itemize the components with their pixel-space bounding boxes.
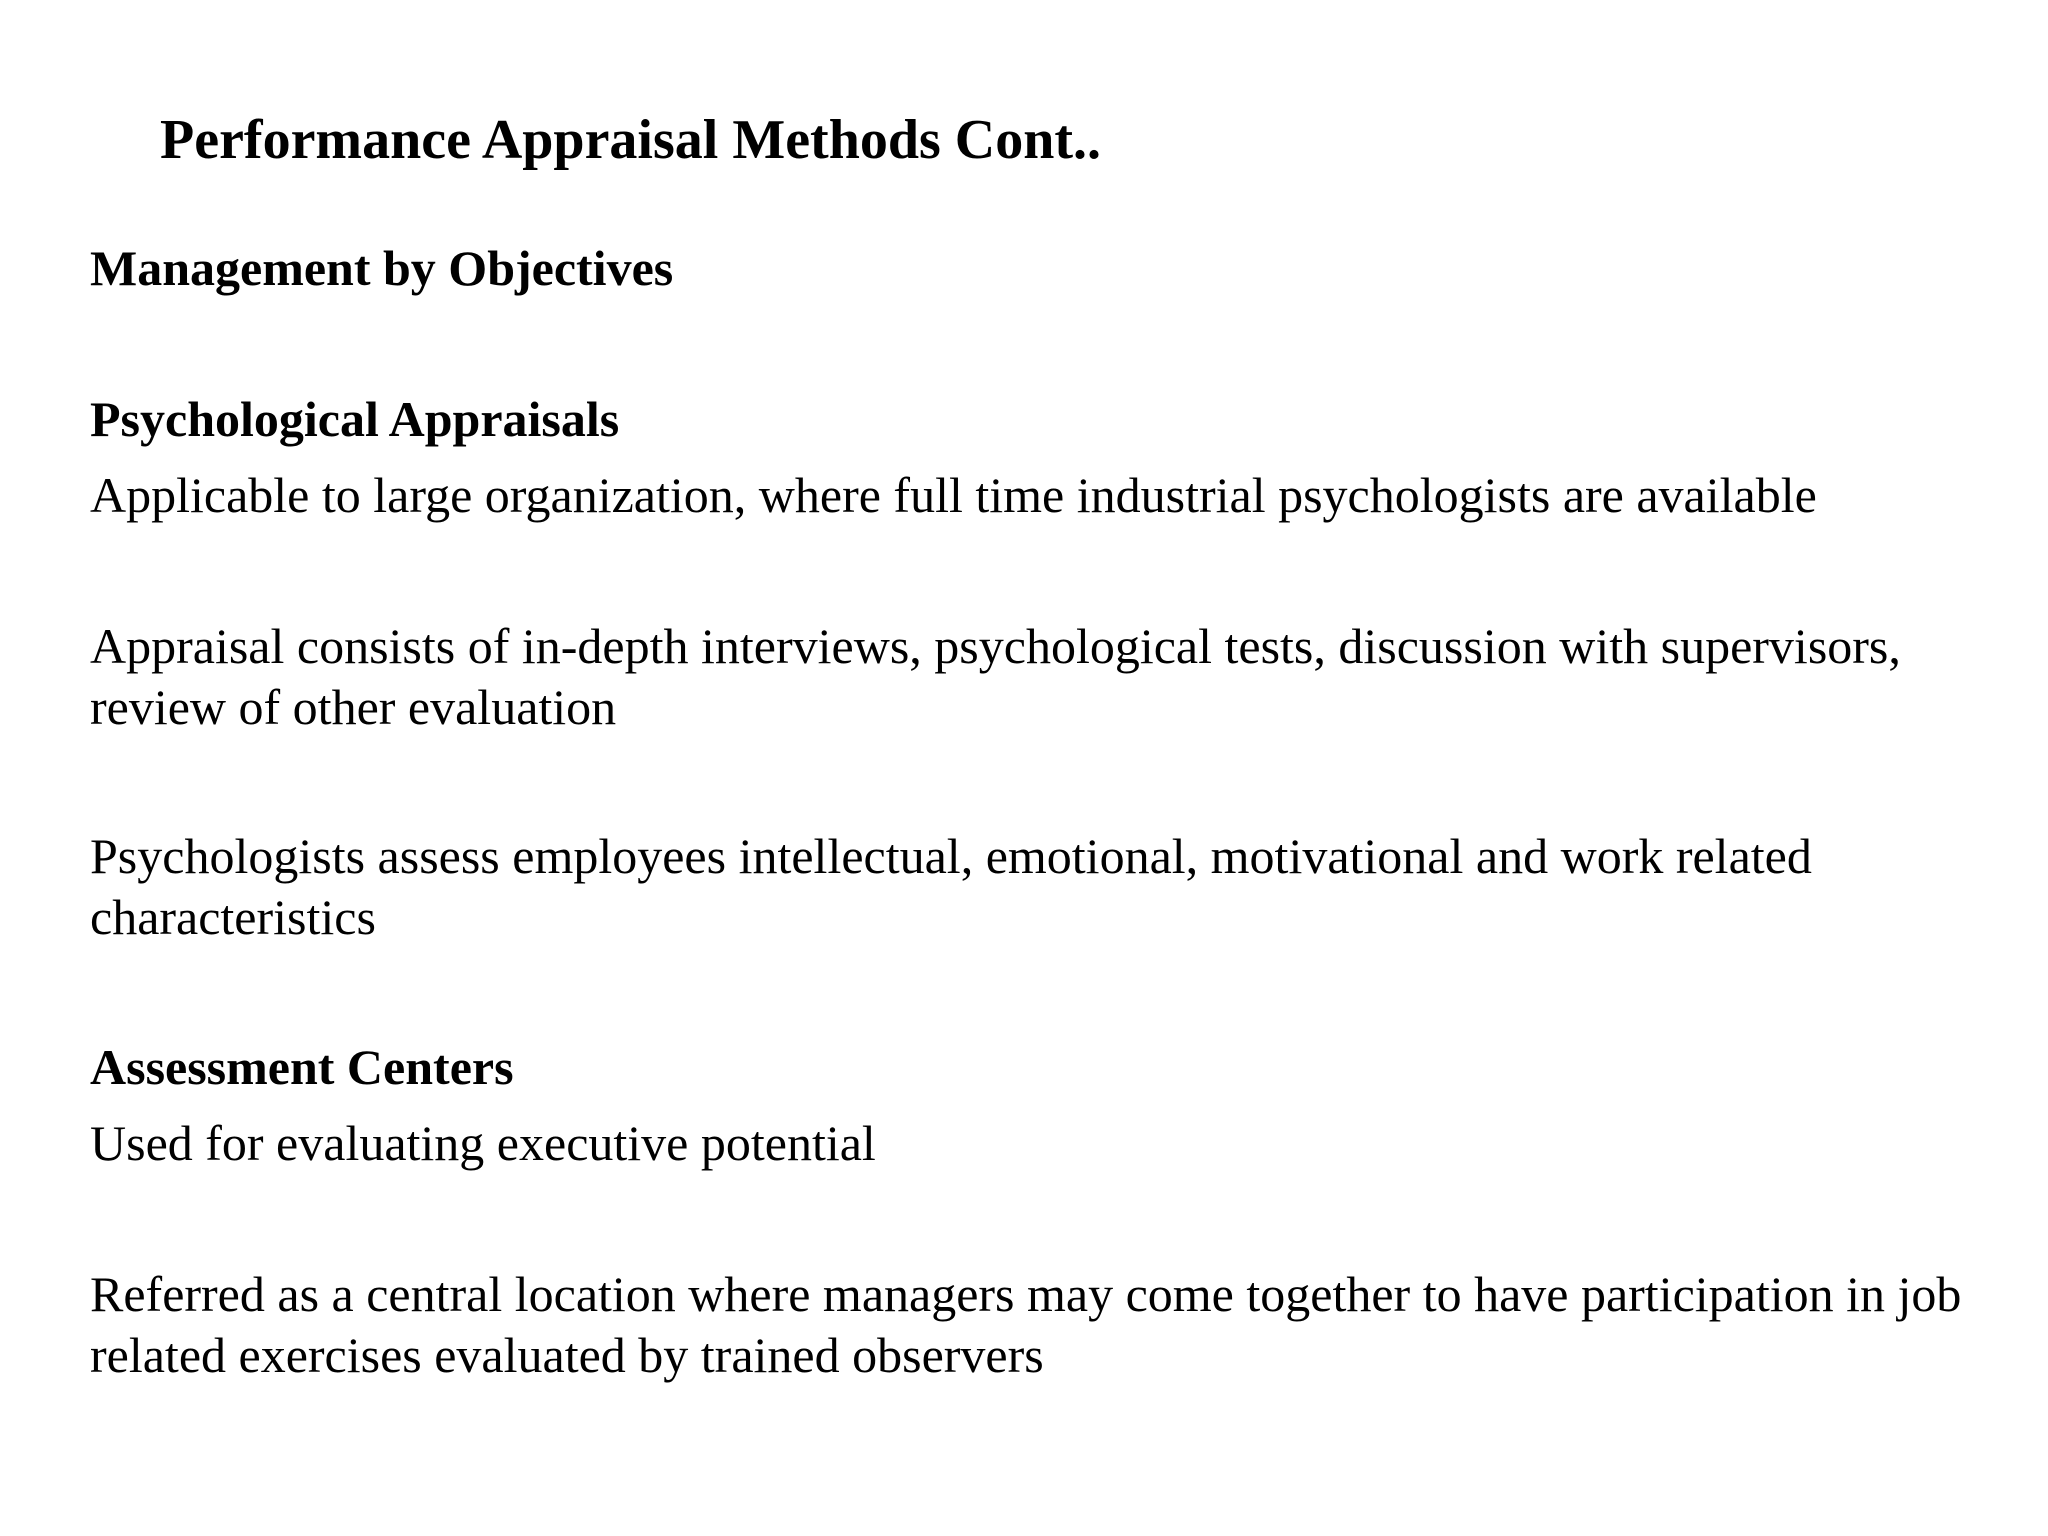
assessment-point-1: Used for evaluating executive potential: [90, 1115, 876, 1171]
psychological-point-1: Applicable to large organization, where full time industrial psychologists are available: [90, 467, 1817, 523]
section-heading-mbo: Management by Objectives: [90, 240, 674, 296]
assessment-point-2: Referred as a central location where managers may come together to have participation in job related exercises evaluated by trained observers: [90, 1266, 1962, 1383]
psychological-point-3: Psychologists assess employees intellectual, emotional, motivational and work related characteristics: [90, 828, 1812, 945]
section-heading-psychological-appraisals: Psychological Appraisals: [90, 391, 620, 447]
psychological-point-2: Appraisal consists of in-depth interviews, psychological tests, discussion with supervisors, review of other evaluation: [90, 618, 1901, 735]
slide-title: Performance Appraisal Methods Cont..: [160, 109, 1102, 171]
section-heading-assessment-centers: Assessment Centers: [90, 1039, 514, 1095]
